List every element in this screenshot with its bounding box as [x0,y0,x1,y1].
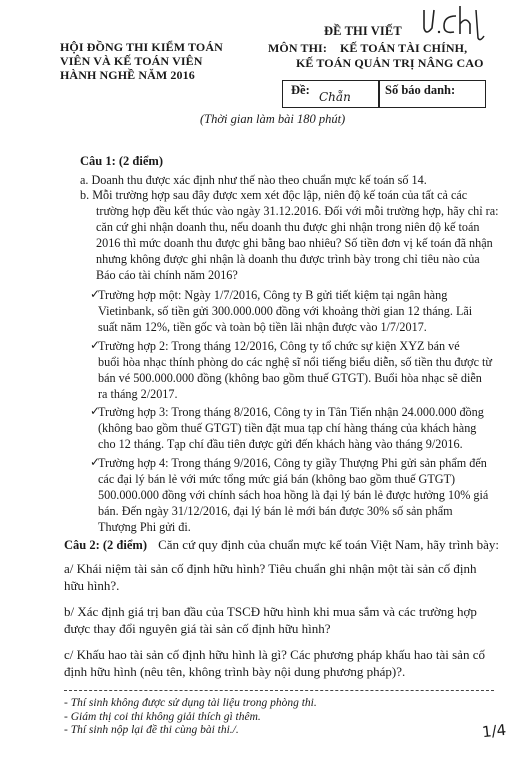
case-line: Thượng Phi gửi đi. [98,520,191,534]
subject-label: MÔN THI: [268,41,327,55]
case-1 [98,287,498,335]
time-note: (Thời gian làm bài 180 phút) [200,112,346,126]
case-line: Vietinbank, số tiền gửi 300.000.000 đồng với khoảng thời gian 12 tháng. Lãi [98,304,473,318]
case-line: Trường hợp 4: Trong tháng 9/2016, Công ty giầy Thượng Phi gửi sản phẩm đến [98,456,487,470]
case-3 [98,404,498,452]
q2-part-b [64,603,504,637]
case-4 [98,455,498,535]
q2-c-line: định hữu hình (nêu tên, không trình bày nội dung phương pháp)?. [64,664,406,679]
case-line: suất năm 12%, tiền gốc và toàn bộ tiền lãi nhận được vào 1/7/2017. [98,320,427,334]
q2-label: Câu 2: (2 điểm) [64,538,147,552]
council-line-3: HÀNH NGHỀ NĂM 2016 [60,68,195,82]
subject-line-2: KẾ TOÁN QUẢN TRỊ NÂNG CAO [296,56,484,70]
case-line: buổi hòa nhạc thính phòng do các nghệ sĩ nổi tiếng biểu diễn, số tiền thu được từ [98,355,493,369]
q2-part-c [64,646,504,680]
q2-part-a [64,560,504,594]
case-line: cho 12 tháng. Tạp chí đầu tiên được gửi đến khách hàng vào tháng 9/2016. [98,437,463,451]
case-line: bán vé 500.000.000 đồng (không bao gồm thuế GTGT). Buổi hòa nhạc sẽ diễn [98,371,482,385]
footer-divider [64,690,494,691]
case-line: Trường hợp 2: Trong tháng 12/2016, Công ty tổ chức sự kiện XYZ bán vé [98,339,460,353]
q2-heading [64,537,499,553]
case-line: (không bao gồm thuế GTGT) tiền đặt mua tạp chí hàng tháng của khách hàng [98,421,477,435]
checkmark-icon: ✓ [90,338,101,352]
footer-note: - Thí sinh không được sử dụng tài liệu trong phòng thi. [64,697,317,709]
q1-part-b [80,187,504,283]
case-line: các đại lý bán lẻ với mức tổng mức giá bán (không bao gồm thuế GTGT) [98,472,456,486]
exam-title: ĐỀ THI VIẾT [324,24,402,38]
exam-code-label: Đề: [291,83,310,97]
checkmark-icon: ✓ [90,287,101,301]
q1-b-line: b. Mỗi trường hợp sau đây được xem xét độc lập, niên độ kế toán của tất cả các [80,188,468,202]
checkmark-icon: ✓ [90,455,101,469]
council-heading [60,40,223,82]
footer-note: - Thí sinh nộp lại đề thi cùng bài thi./. [64,724,239,736]
footer-notes [64,697,317,738]
q2-intro: Căn cứ quy định của chuẩn mực kế toán Việt Nam, hãy trình bày: [158,537,499,552]
candidate-number-box [378,80,486,108]
candidate-number-label: Số báo danh: [385,83,456,97]
signature [418,4,488,44]
case-line: 500.000.000 đồng với chính sách hoa hồng là đại lý bán lẻ được hưởng 10% giá [98,488,489,502]
q2-c-line: c/ Khấu hao tài sản cố định hữu hình là gì? Các phương pháp khấu hao tài sản cố [64,647,485,662]
q1-b-line: căn cứ ghi nhận doanh thu, nếu doanh thu được ghi nhận trong niên độ kế toán [96,220,480,234]
council-line-2: VIÊN VÀ KẾ TOÁN VIÊN [60,54,203,68]
subject-line-1: KẾ TOÁN TÀI CHÍNH, [340,41,468,55]
case-line: ra tháng 2/2017. [98,387,178,401]
q1-label: Câu 1: (2 điểm) [80,154,163,168]
exam-code-handwritten: Chẵn [319,90,351,104]
checkmark-icon: ✓ [90,404,101,418]
q2-a-line: a/ Khái niệm tài sản cố định hữu hình? Tiêu chuẩn ghi nhận một tài sản cố định [64,561,477,576]
q1-b-line: nhưng không được ghi nhận là doanh thu được trình bày trong chỉ tiêu nào của [96,252,480,266]
exam-code-box [282,80,380,108]
q2-b-line: b/ Xác định giá trị ban đầu của TSCĐ hữu hình khi mua sắm và các trường hợp [64,604,477,619]
footer-note: - Giám thị coi thi không giải thích gì thêm. [64,710,261,723]
q1-b-line: Báo cáo tài chính năm 2016? [96,268,238,282]
page-number: 1/4 [481,720,508,742]
case-2 [98,338,498,402]
q2-b-line: được thay đổi nguyên giá tài sản cố định hữu hình? [64,621,331,636]
q1-b-line: trường hợp đều kết thúc vào ngày 31.12.2016. Đối với mỗi trường hợp, hãy chỉ ra: [96,204,499,218]
q1-part-a: a. Doanh thu được xác định như thế nào theo chuẩn mực kế toán số 14. [80,173,427,187]
case-line: Trường hợp một: Ngày 1/7/2016, Công ty B gửi tiết kiệm tại ngân hàng [98,288,448,302]
q1-b-line: 2016 thì mức doanh thu được ghi bằng bao nhiêu? Số tiền đơn vị kế toán đã nhận [96,236,493,250]
case-line: bán. Đến ngày 31/12/2016, đại lý bán lẻ mới bán được 30% số sản phẩm [98,504,453,518]
q2-a-line: hữu hình?. [64,578,120,593]
case-line: Trường hợp 3: Trong tháng 8/2016, Công ty in Tân Tiến nhận 24.000.000 đồng [98,405,484,419]
council-line-1: HỘI ĐỒNG THI KIỂM TOÁN [60,40,223,54]
